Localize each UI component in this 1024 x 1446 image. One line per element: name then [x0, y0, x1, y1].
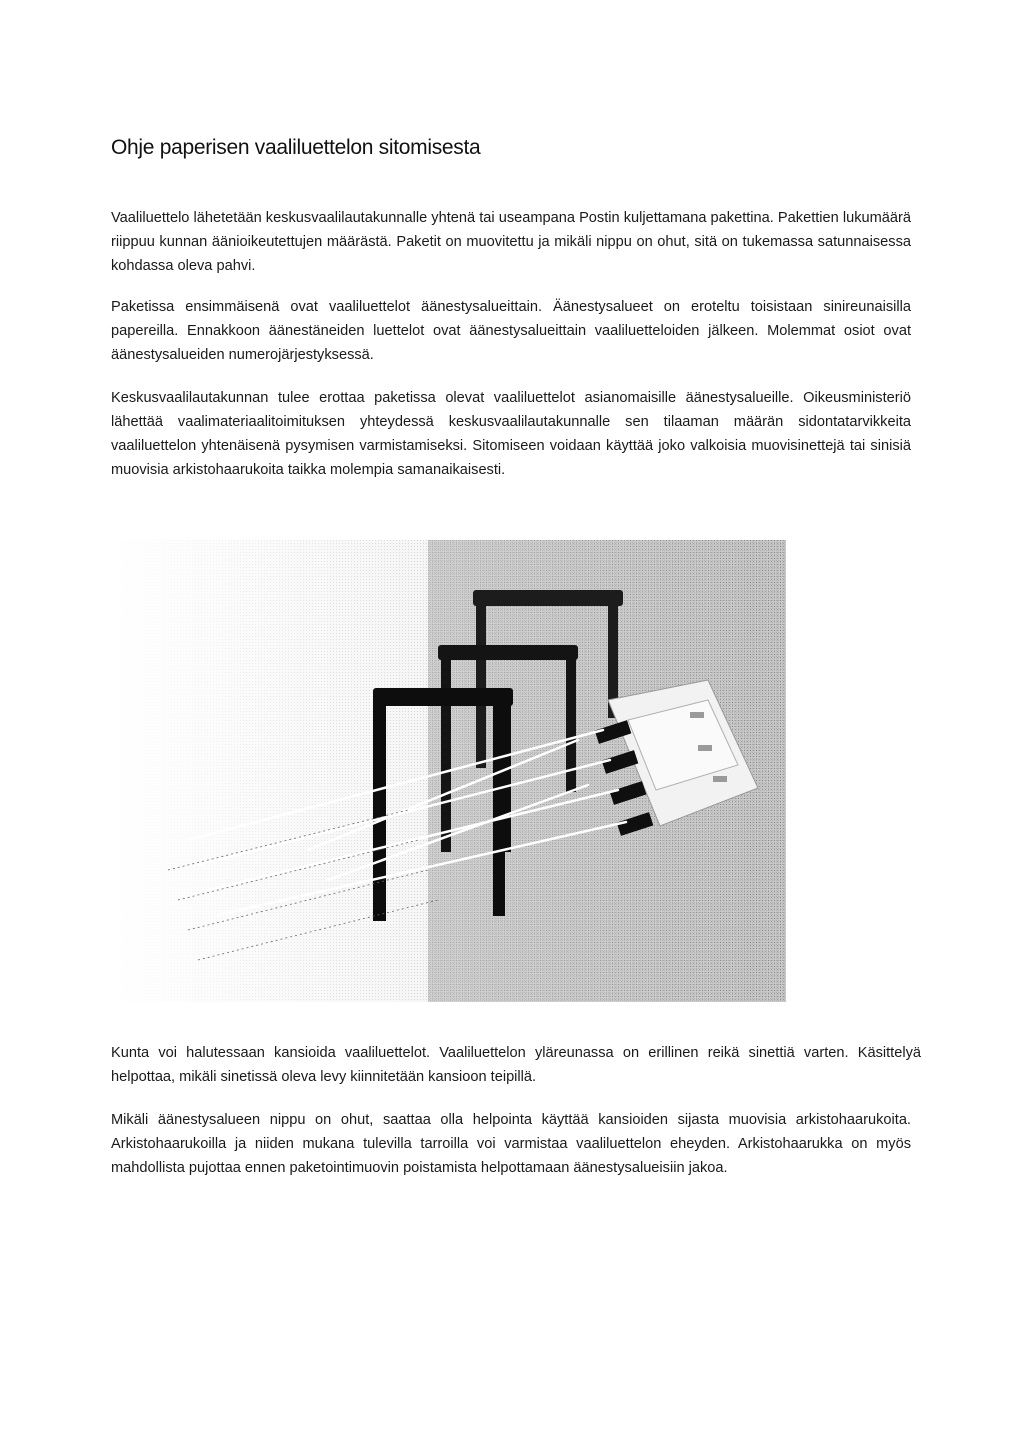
binding-supplies-photo [108, 540, 786, 1002]
paragraph-folders: Kunta voi halutessaan kansioida vaaliluettelot. Vaaliluettelon yläreunassa on erillinen reikä sinettiä varten. Käsittelyä helpottaa, mikäli sinetissä oleva levy kiinnitetään kansioon teipillä. [111, 1045, 921, 1085]
paragraph-package-contents: Paketissa ensimmäisenä ovat vaaliluettelot äänestysalueittain. Äänestysalueet on eroteltu toisistaan sinireunaisilla papereilla. Ennakkoon äänestäneiden luettelot ovat äänestysalueittain vaaliluetteloiden jälkeen. Molemmat osiot ovat äänestysalueiden numerojärjestyksessä. [111, 299, 911, 363]
paragraph-archive-forks: Mikäli äänestysalueen nippu on ohut, saattaa olla helpointa käyttää kansioiden sijasta muovisia arkistohaarukoita. Arkistohaarukoilla ja niiden mukana tulevilla tarroilla voi varmistaa vaaliluettelon eheyden. Arkistohaarukka on myös mahdollista pujottaa ennen paketointimuovin poistamista helpottamaan äänestysalueisiin jakoa. [111, 1112, 911, 1176]
document-title: Ohje paperisen vaaliluettelon sitomisesta [111, 136, 481, 159]
paragraph-intro: Vaaliluettelo lähetetään keskusvaalilautakunnalle yhtenä tai useampana Postin kuljettamana pakettina. Pakettien lukumäärä riippuu kunnan äänioikeutettujen määrästä. Paketit on muovitettu ja mikäli nippu on ohut, sitä on tukemassa satunnaisessa kohdassa oleva pahvi. [111, 210, 911, 274]
paragraph-binding-supplies: Keskusvaalilautakunnan tulee erottaa paketissa olevat vaaliluettelot asianomaisille äänestysalueille. Oikeusministeriö lähettää vaalimateriaalitoimituksen yhteydessä keskusvaalilautakunnalle sen tilaaman määrän sidontatarvikkeita vaaliluettelon yhtenäisenä pysymisen varmistamiseksi. Sitomiseen voidaan käyttää joko valkoisia muovisinettejä tai sinisiä muovisia arkistohaarukoita taikka molempia samanaikaisesti. [111, 390, 911, 478]
